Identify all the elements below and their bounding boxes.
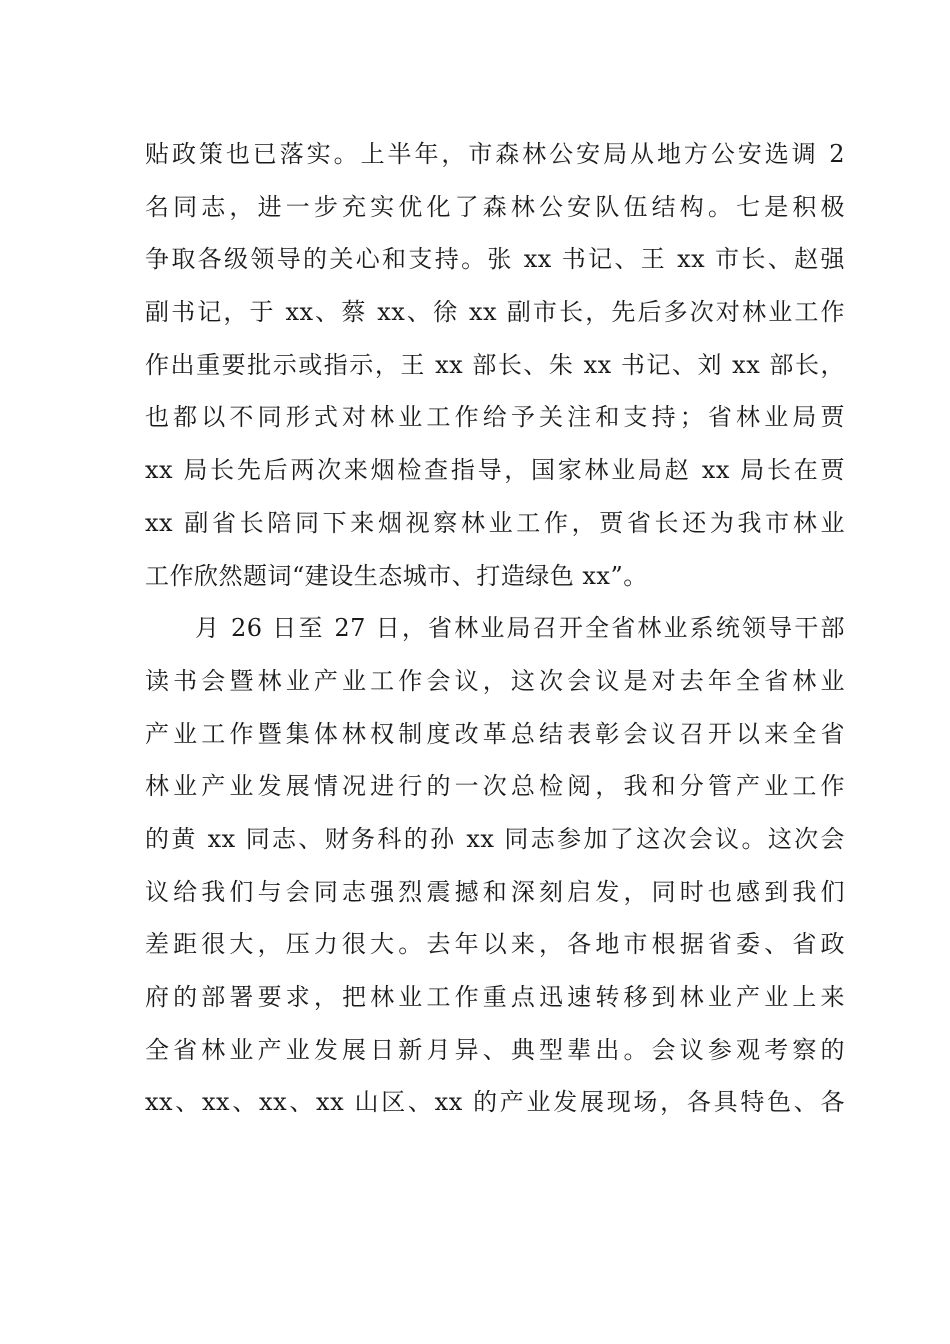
text-line: 读书会暨林业产业工作会议，这次会议是对去年全省林业 xyxy=(145,666,845,695)
text-line: xx 副省长陪同下来烟视察林业工作，贾省长还为我市林业 xyxy=(145,508,845,537)
paragraph-first-line: 月 26 日至 27 日，省林业局召开全省林业系统领导干部 xyxy=(195,614,845,643)
text-line: 府的部署要求，把林业工作重点迅速转移到林业产业上来 xyxy=(145,983,845,1011)
text-line: 议给我们与会同志强烈震撼和深刻启发，同时也感到我们 xyxy=(145,877,845,906)
text-line: 副书记，于 xx、蔡 xx、徐 xx 副市长，先后多次对林业工作 xyxy=(145,298,845,327)
text-line: 名同志，进一步充实优化了森林公安队伍结构。七是积极 xyxy=(145,192,845,221)
text-line: 差距很大，压力很大。去年以来，各地市根据省委、省政 xyxy=(145,930,845,959)
text-line: 也都以不同形式对林业工作给予关注和支持；省林业局贾 xyxy=(145,403,845,432)
text-line: xx 局长先后两次来烟检查指导，国家林业局赵 xx 局长在贾 xyxy=(145,456,845,485)
paragraph-end-line: 工作欣然题词“建设生态城市、打造绿色 xx”。 xyxy=(145,561,648,590)
text-line: xx、xx、xx、xx 山区、xx 的产业发展现场，各具特色、各 xyxy=(145,1088,845,1117)
text-line: 产业工作暨集体林权制度改革总结表彰会议召开以来全省 xyxy=(145,719,845,748)
text-line: 作出重要批示或指示，王 xx 部长、朱 xx 书记、刘 xx 部长， xyxy=(145,350,845,379)
text-line: 的黄 xx 同志、财务科的孙 xx 同志参加了这次会议。这次会 xyxy=(145,824,845,853)
text-line: 争取各级领导的关心和支持。张 xx 书记、王 xx 市长、赵强 xyxy=(145,245,845,274)
text-line: 全省林业产业发展日新月异、典型辈出。会议参观考察的 xyxy=(145,1035,845,1064)
text-line: 贴政策也已落实。上半年，市森林公安局从地方公安选调 2 xyxy=(145,140,845,168)
document-body xyxy=(145,128,845,1129)
text-line: 林业产业发展情况进行的一次总检阅，我和分管产业工作 xyxy=(145,772,845,801)
